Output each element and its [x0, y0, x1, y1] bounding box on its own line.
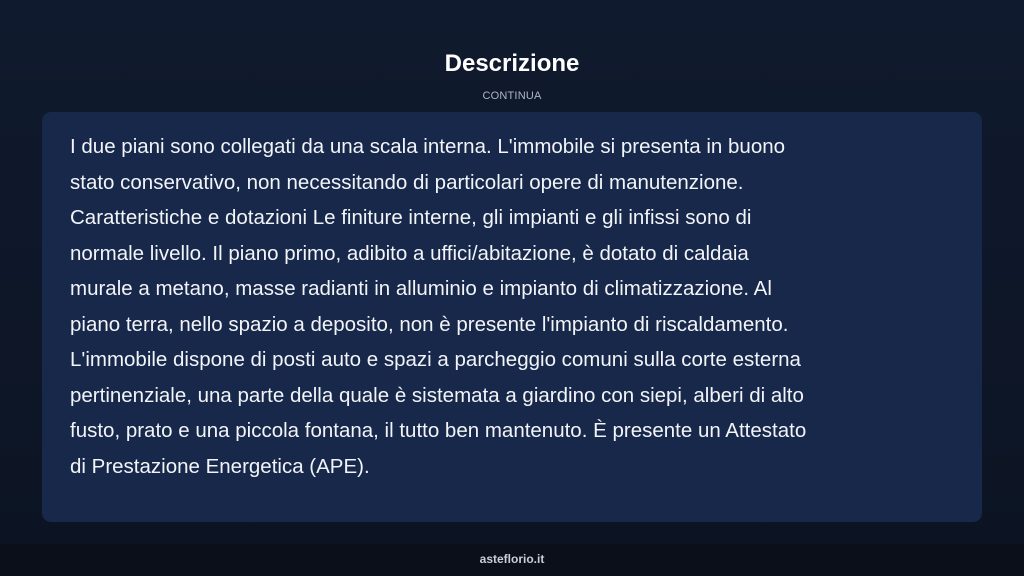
page-title: Descrizione	[444, 50, 580, 77]
description-line: di Prestazione Energetica (APE).	[70, 454, 370, 478]
description-line: pertinenziale, una parte della quale è sistemata a giardino con siepi, alberi di alto	[70, 383, 804, 407]
description-line: fusto, prato e una piccola fontana, il tutto ben mantenuto. È presente un Attestato	[70, 419, 807, 442]
description-line: I due piani sono collegati da una scala interna. L'immobile si presenta in buono	[70, 135, 786, 158]
description-line: murale a metano, masse radianti in alluminio e impianto di climatizzazione. Al	[70, 277, 772, 300]
description-line: piano terra, nello spazio a deposito, non è presente l'impianto di riscaldamento.	[70, 312, 789, 336]
description-line: L'immobile dispone di posti auto e spazi a parcheggio comuni sulla corte esterna	[70, 348, 801, 371]
description-text	[70, 129, 954, 484]
description-line: normale livello. Il piano primo, adibito a uffici/abitazione, è dotato di caldaia	[70, 241, 749, 265]
footer-bar	[0, 544, 1024, 576]
continue-label: CONTINUA	[482, 90, 542, 102]
description-card	[42, 112, 982, 522]
description-line: stato conservativo, non necessitando di particolari opere di manutenzione.	[70, 170, 744, 194]
footer-site-name: asteflorio.it	[479, 552, 545, 566]
description-line: Caratteristiche e dotazioni Le finiture interne, gli impianti e gli infissi sono di	[70, 206, 752, 229]
